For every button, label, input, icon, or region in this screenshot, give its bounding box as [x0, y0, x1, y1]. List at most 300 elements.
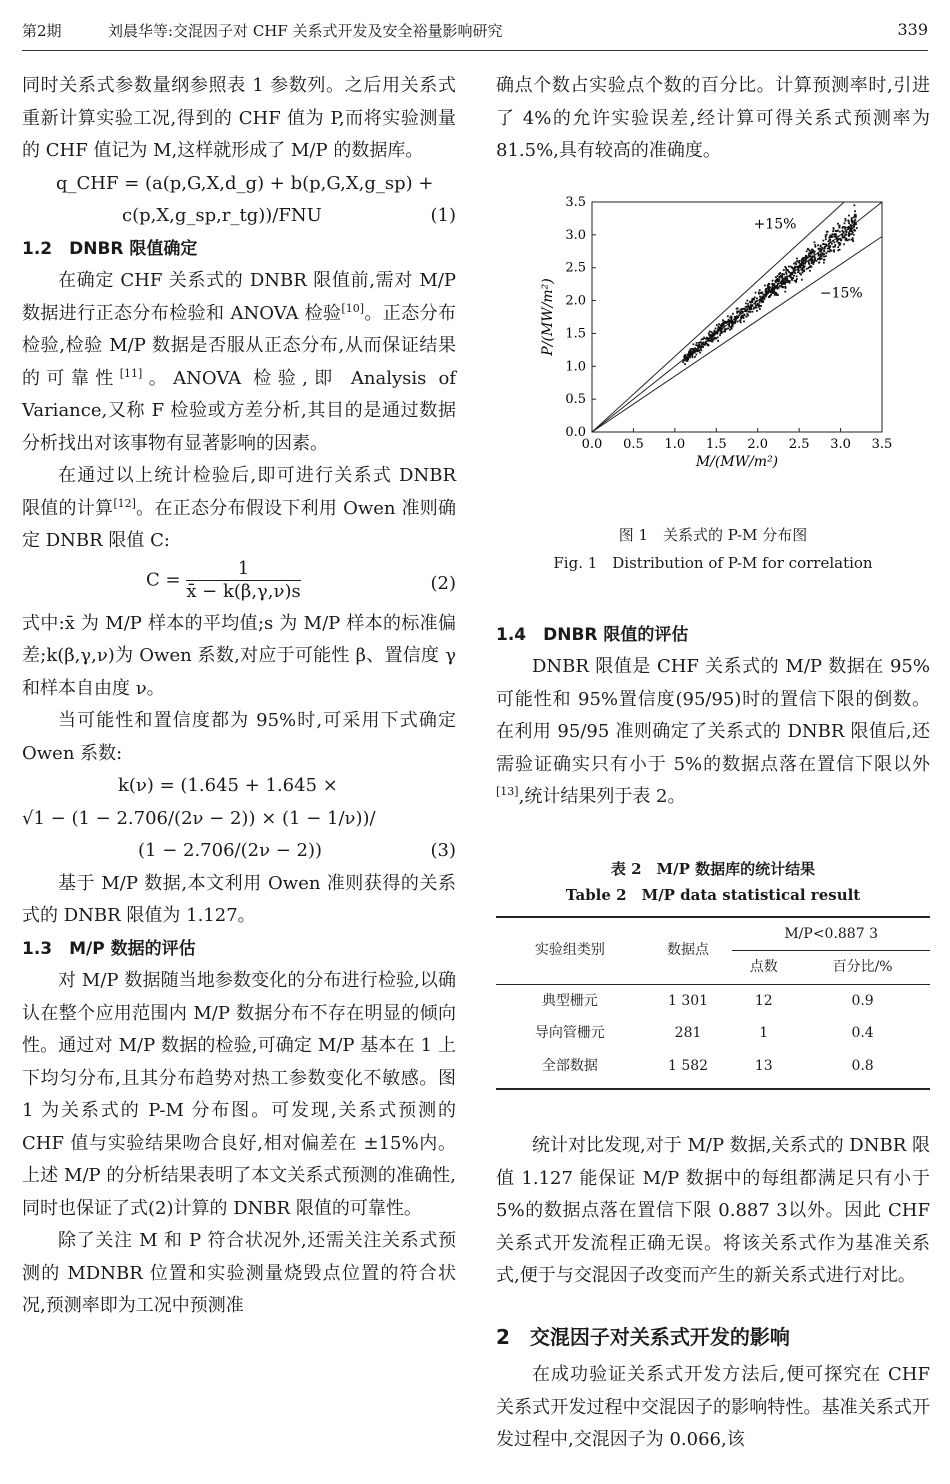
- data-point: [837, 235, 839, 237]
- annotation-plus15: +15%: [753, 215, 797, 232]
- paragraph: 在通过以上统计检验后,即可进行关系式 DNBR 限值的计算[12]。在正态分布假设下利用 Owen 准则确定 DNBR 限值 C:: [22, 465, 456, 551]
- data-point: [795, 281, 797, 283]
- data-point: [823, 255, 825, 257]
- table-caption-en: Table 2 M/P data statistical result: [565, 885, 861, 904]
- data-point: [721, 329, 723, 331]
- data-point: [823, 261, 825, 263]
- data-point: [809, 269, 811, 271]
- data-point: [853, 226, 855, 228]
- data-point: [819, 248, 821, 250]
- y-axis-label: P/(MW/m²): [540, 277, 556, 356]
- data-point: [765, 295, 767, 297]
- data-point: [839, 248, 841, 250]
- figure-caption-en: Fig. 1 Distribution of P-M for correlation: [553, 553, 873, 572]
- data-point: [719, 334, 721, 336]
- citation: [12]: [113, 496, 136, 510]
- data-point: [835, 234, 837, 236]
- data-point: [723, 324, 725, 326]
- data-point: [718, 323, 720, 325]
- data-point: [838, 242, 840, 244]
- data-point: [777, 286, 779, 288]
- data-point: [786, 272, 788, 274]
- paragraph: 确点个数占实验点个数的百分比。计算预测率时,引进了 4%的允许实验误差,经计算可得关系式预测率为 81.5%,具有较高的准确度。: [496, 75, 930, 161]
- data-point: [807, 247, 809, 249]
- data-point: [828, 242, 830, 244]
- data-point: [737, 307, 739, 309]
- data-point: [773, 284, 775, 286]
- data-point: [831, 242, 833, 244]
- data-point: [825, 238, 827, 240]
- data-point: [785, 271, 787, 273]
- data-point: [694, 355, 696, 357]
- data-point: [773, 286, 775, 288]
- data-point: [704, 337, 706, 339]
- y-tick-label: 0.0: [565, 424, 586, 440]
- data-point: [844, 222, 846, 224]
- data-point: [820, 244, 822, 246]
- data-point: [758, 292, 760, 294]
- data-point: [790, 265, 792, 267]
- data-point: [825, 255, 827, 257]
- data-point: [847, 226, 849, 228]
- section-heading-2: 2 交混因子对关系式开发的影响: [496, 1324, 790, 1349]
- section-heading-1-3: 1.3 M/P 数据的评估: [22, 938, 196, 959]
- left-column: [22, 70, 456, 1323]
- data-point: [827, 230, 829, 232]
- data-point: [797, 268, 799, 270]
- data-point: [803, 262, 805, 264]
- data-point: [737, 320, 739, 322]
- data-point: [751, 301, 753, 303]
- data-point: [801, 278, 803, 280]
- data-point: [760, 292, 762, 294]
- data-point: [789, 275, 791, 277]
- x-tick-label: 2.5: [788, 436, 810, 452]
- data-point: [820, 252, 822, 254]
- data-point: [774, 293, 776, 295]
- data-point: [854, 213, 856, 215]
- paragraph: 同时关系式参数量纲参照表 1 参数列。之后用关系式重新计算实验工况,得到的 CHF 值为 P,而将实验测量的 CHF 值记为 M,这样就形成了 M/P 的数据库。: [22, 75, 456, 161]
- data-point: [717, 336, 719, 338]
- table-row: 导向管栅元 281 1 0.4: [534, 1025, 874, 1041]
- data-point: [829, 250, 831, 252]
- x-tick-label: 0.5: [623, 436, 644, 452]
- data-point: [844, 226, 846, 228]
- data-point: [749, 310, 751, 312]
- y-tick-label: 3.0: [565, 227, 586, 243]
- equation-3-line-1: k(ν) = (1.645 + 1.645 ×: [118, 775, 338, 796]
- data-point: [839, 244, 841, 246]
- data-point: [775, 280, 777, 282]
- data-point: [778, 282, 780, 284]
- data-point: [839, 224, 841, 226]
- data-point: [796, 257, 798, 259]
- data-point: [785, 287, 787, 289]
- data-point: [731, 325, 733, 327]
- data-point: [743, 313, 745, 315]
- data-point: [840, 239, 842, 241]
- data-point: [728, 324, 730, 326]
- paragraph: 基于 M/P 数据,本文利用 Owen 准则获得的关系式的 DNBR 限值为 1.127。: [22, 872, 456, 926]
- data-point: [838, 238, 840, 240]
- data-point: [740, 319, 742, 321]
- data-point: [815, 245, 817, 247]
- data-point: [784, 277, 786, 279]
- data-point: [760, 305, 762, 307]
- data-point: [775, 291, 777, 293]
- header-group: 实验组类别: [496, 917, 644, 985]
- data-point: [799, 265, 801, 267]
- data-point: [724, 330, 726, 332]
- data-point: [853, 204, 855, 206]
- data-point: [854, 210, 856, 212]
- data-point: [814, 259, 816, 261]
- data-point: [707, 339, 709, 341]
- data-point: [712, 340, 714, 342]
- data-point: [776, 294, 778, 296]
- data-point: [771, 287, 773, 289]
- y-tick-label: 2.0: [565, 293, 586, 309]
- data-point: [851, 238, 853, 240]
- data-point: [794, 266, 796, 268]
- data-point: [791, 278, 793, 280]
- data-point: [795, 263, 797, 265]
- data-point: [827, 250, 829, 252]
- data-point: [832, 239, 834, 241]
- data-point: [821, 249, 823, 251]
- data-point: [806, 267, 808, 269]
- y-tick-label: 2.5: [565, 260, 586, 276]
- data-point: [832, 245, 834, 247]
- data-point: [825, 234, 827, 236]
- data-point: [745, 308, 747, 310]
- data-point: [750, 308, 752, 310]
- data-point: [843, 243, 845, 245]
- data-point: [800, 273, 802, 275]
- data-point: [835, 230, 837, 232]
- data-point: [769, 295, 771, 297]
- data-point: [834, 245, 836, 247]
- x-axis-label: M/(MW/m²): [695, 453, 779, 470]
- data-point: [810, 252, 812, 254]
- data-point: [765, 293, 767, 295]
- data-point: [700, 349, 702, 351]
- data-point: [833, 228, 835, 230]
- data-point: [828, 240, 830, 242]
- data-point: [709, 330, 711, 332]
- x-tick-label: 0.0: [581, 436, 603, 452]
- figure-caption-cn: 图 1 关系式的 P-M 分布图: [618, 525, 808, 544]
- equation-2: C = $\frac{1}{x̄ - k(\beta,\gamma,\nu)s}$ (2): [146, 557, 456, 602]
- data-point: [695, 353, 697, 355]
- citation: [10]: [341, 301, 364, 315]
- data-point: [713, 329, 715, 331]
- data-point: [755, 304, 757, 306]
- data-point: [756, 297, 758, 299]
- data-point: [848, 222, 850, 224]
- data-point: [687, 360, 689, 362]
- data-point: [809, 255, 811, 257]
- data-point: [794, 272, 796, 274]
- header-count: 点数: [732, 951, 795, 985]
- data-point: [798, 260, 800, 262]
- data-point: [726, 328, 728, 330]
- data-point: [801, 260, 803, 262]
- data-point: [796, 278, 798, 280]
- data-point: [757, 304, 759, 306]
- data-point: [830, 235, 832, 237]
- data-point: [782, 273, 784, 275]
- data-point: [694, 350, 696, 352]
- data-point: [792, 277, 794, 279]
- reference-line: [592, 236, 882, 432]
- data-point: [848, 214, 850, 216]
- data-point: [752, 310, 754, 312]
- data-point: [804, 257, 806, 259]
- data-point: [761, 298, 763, 300]
- data-point: [689, 350, 691, 352]
- data-point: [703, 343, 705, 345]
- data-point: [851, 230, 853, 232]
- issue-label: 第2期: [22, 22, 62, 40]
- x-tick-label: 3.5: [871, 436, 893, 452]
- data-point: [806, 250, 808, 252]
- data-point: [731, 321, 733, 323]
- data-point: [814, 241, 816, 243]
- data-point: [691, 348, 693, 350]
- data-point: [814, 244, 816, 246]
- data-point: [727, 315, 729, 317]
- paragraph: DNBR 限值是 CHF 关系式的 M/P 数据在 95%可能性和 95%置信度(95/95)时的置信下限的倒数。在利用 95/95 准则确定了关系式的 DNBR 限值后,还需验证确实只有小于 5%的数据点落在置信下限以外[13],统计结果列于表 2。: [496, 656, 930, 807]
- paragraph: 在确定 CHF 关系式的 DNBR 限值前,需对 M/P 数据进行正态分布检验和 ANOVA 检验[10]。正态分布检验,检验 M/P 数据是否服从正态分布,从而保证结果的可靠性[11]。ANOVA 检验,即 Analysis of Variance,又称 F 检验或方差分析,其目的是通过数据分析找出对该事物有显著影响的因素。: [22, 270, 456, 454]
- data-point: [785, 267, 787, 269]
- data-point: [778, 276, 780, 278]
- data-point: [759, 308, 761, 310]
- data-point: [817, 252, 819, 254]
- data-point: [854, 229, 856, 231]
- data-point: [717, 339, 719, 341]
- data-point: [764, 284, 766, 286]
- data-point: [842, 230, 844, 232]
- y-tick-label: 1.5: [565, 325, 586, 341]
- data-point: [755, 300, 757, 302]
- data-point: [784, 290, 786, 292]
- data-point: [819, 261, 821, 263]
- data-point: [810, 260, 812, 262]
- reference-line: [592, 202, 844, 432]
- data-point: [854, 223, 856, 225]
- annotation-minus15: −15%: [819, 284, 863, 301]
- data-point: [837, 229, 839, 231]
- data-point: [844, 218, 846, 220]
- data-point: [762, 292, 764, 294]
- data-point: [707, 344, 709, 346]
- data-point: [740, 308, 742, 310]
- data-point: [747, 303, 749, 305]
- data-point: [766, 287, 768, 289]
- data-point: [696, 342, 698, 344]
- data-point: [698, 343, 700, 345]
- data-point: [786, 281, 788, 283]
- data-point: [731, 327, 733, 329]
- data-point: [793, 262, 795, 264]
- data-point: [785, 269, 787, 271]
- section-heading-1-4: 1.4 DNBR 限值的评估: [496, 624, 689, 645]
- equation-3-line-2: √1 − (1 − 2.706/(2ν − 2)) × (1 − 1/ν))/: [22, 807, 376, 829]
- data-point: [807, 260, 809, 262]
- data-point: [832, 230, 834, 232]
- data-point: [780, 274, 782, 276]
- data-point: [844, 228, 846, 230]
- data-point: [727, 327, 729, 329]
- data-point: [854, 221, 856, 223]
- fraction: $\frac{1}{x̄ - k(\beta,\gamma,\nu)s}$: [186, 557, 301, 602]
- data-point: [732, 312, 734, 314]
- data-point: [818, 254, 820, 256]
- data-point: [738, 310, 740, 312]
- data-point: [828, 236, 830, 238]
- data-point: [848, 238, 850, 240]
- data-point: [707, 337, 709, 339]
- data-point: [704, 343, 706, 345]
- data-point: [750, 304, 752, 306]
- data-point: [821, 246, 823, 248]
- data-point: [716, 324, 718, 326]
- data-point: [722, 327, 724, 329]
- data-point: [731, 319, 733, 321]
- data-point: [699, 351, 701, 353]
- data-point: [795, 261, 797, 263]
- data-point: [772, 279, 774, 281]
- data-point: [743, 320, 745, 322]
- data-point: [822, 239, 824, 241]
- data-point: [783, 269, 785, 271]
- y-tick-label: 3.5: [565, 194, 586, 210]
- equation-number: (2): [430, 572, 456, 594]
- data-point: [825, 252, 827, 254]
- header-points: 数据点: [644, 917, 733, 985]
- data-point: [819, 258, 821, 260]
- data-point: [779, 272, 781, 274]
- data-point: [829, 246, 831, 248]
- data-point: [746, 299, 748, 301]
- data-point: [843, 236, 845, 238]
- data-point: [805, 260, 807, 262]
- data-point: [734, 317, 736, 319]
- section-heading-1-2: 1.2 DNBR 限值确定: [22, 238, 198, 259]
- paragraph: 式中:x̄ 为 M/P 样本的平均值;s 为 M/P 样本的标准偏差;k(β,γ,ν)为 Owen 系数,对应于可能性 β、置信度 γ 和样本自由度 ν。: [22, 612, 456, 699]
- data-point: [772, 292, 774, 294]
- data-point: [829, 241, 831, 243]
- data-point: [759, 289, 761, 291]
- data-point: [851, 227, 853, 229]
- running-title: 刘晨华等:交混因子对 CHF 关系式开发及安全裕量影响研究: [108, 22, 503, 40]
- data-point: [692, 356, 694, 358]
- citation: [11]: [119, 366, 143, 380]
- data-point: [745, 302, 747, 304]
- data-point: [823, 243, 825, 245]
- data-point: [767, 284, 769, 286]
- data-point: [813, 250, 815, 252]
- data-point: [736, 311, 738, 313]
- data-point: [768, 287, 770, 289]
- data-point: [728, 322, 730, 324]
- data-point: [773, 288, 775, 290]
- equation-1-line-1: q_CHF = (a(p,G,X,d_g) + b(p,G,X,g_sp) +: [56, 172, 434, 194]
- data-point: [788, 265, 790, 267]
- data-point: [778, 279, 780, 281]
- data-point: [745, 315, 747, 317]
- data-point: [693, 343, 695, 345]
- data-point: [684, 356, 686, 358]
- data-point: [797, 271, 799, 273]
- data-point: [824, 247, 826, 249]
- data-point: [742, 311, 744, 313]
- data-point: [783, 281, 785, 283]
- data-point: [843, 231, 845, 233]
- data-point: [818, 258, 820, 260]
- data-point: [801, 262, 803, 264]
- data-point: [854, 218, 856, 220]
- data-point: [856, 227, 858, 229]
- data-point: [718, 328, 720, 330]
- data-point: [690, 352, 692, 354]
- equation-3-line-3: (1 − 2.706/(2ν − 2)) (3): [22, 835, 456, 868]
- data-point: [803, 265, 805, 267]
- data-point: [756, 309, 758, 311]
- x-tick-label: 1.5: [705, 436, 727, 452]
- data-point: [834, 244, 836, 246]
- data-point: [738, 314, 740, 316]
- equation-number: (3): [430, 840, 456, 861]
- pm-scatter-chart: [536, 194, 896, 484]
- data-point: [794, 279, 796, 281]
- x-tick-label: 2.0: [747, 436, 769, 452]
- data-point: [710, 334, 712, 336]
- data-point: [794, 269, 796, 271]
- data-point: [803, 269, 805, 271]
- data-point: [763, 297, 765, 299]
- data-point: [747, 308, 749, 310]
- data-point: [775, 276, 777, 278]
- data-point: [833, 250, 835, 252]
- data-point: [751, 298, 753, 300]
- data-point: [720, 326, 722, 328]
- data-point: [814, 257, 816, 259]
- data-point: [747, 314, 749, 316]
- data-point: [777, 275, 779, 277]
- header-percent: 百分比/%: [795, 951, 930, 985]
- table-row: 典型栅元 1 301 12 0.9: [541, 992, 874, 1009]
- data-point: [754, 296, 756, 298]
- data-point: [689, 356, 691, 358]
- x-tick-label: 3.0: [830, 436, 851, 452]
- data-point: [831, 249, 833, 251]
- data-point: [753, 307, 755, 309]
- data-point: [843, 226, 845, 228]
- data-point: [722, 319, 724, 321]
- data-point: [684, 359, 686, 361]
- data-point: [847, 239, 849, 241]
- paragraph: 统计对比发现,对于 M/P 数据,关系式的 DNBR 限值 1.127 能保证 M/P 数据中的每组都满足只有小于 5%的数据点落在置信下限 0.887 3以外。因此 CHF 关系式开发流程正确无误。将该关系式作为基准关系式,便于与交混因子改变而产生的新关系式进行对比。: [496, 1135, 930, 1286]
- figure-1: [496, 176, 930, 591]
- data-point: [698, 341, 700, 343]
- statistics-table: [496, 916, 930, 1091]
- paragraph: 在成功验证关系式开发方法后,便可探究在 CHF 关系式开发过程中交混因子的影响特性。基准关系式开发过程中,交混因子为 0.066,该: [496, 1364, 930, 1450]
- table-row: 全部数据 1 582 13 0.8: [496, 1050, 930, 1090]
- data-point: [798, 261, 800, 263]
- data-point: [746, 305, 748, 307]
